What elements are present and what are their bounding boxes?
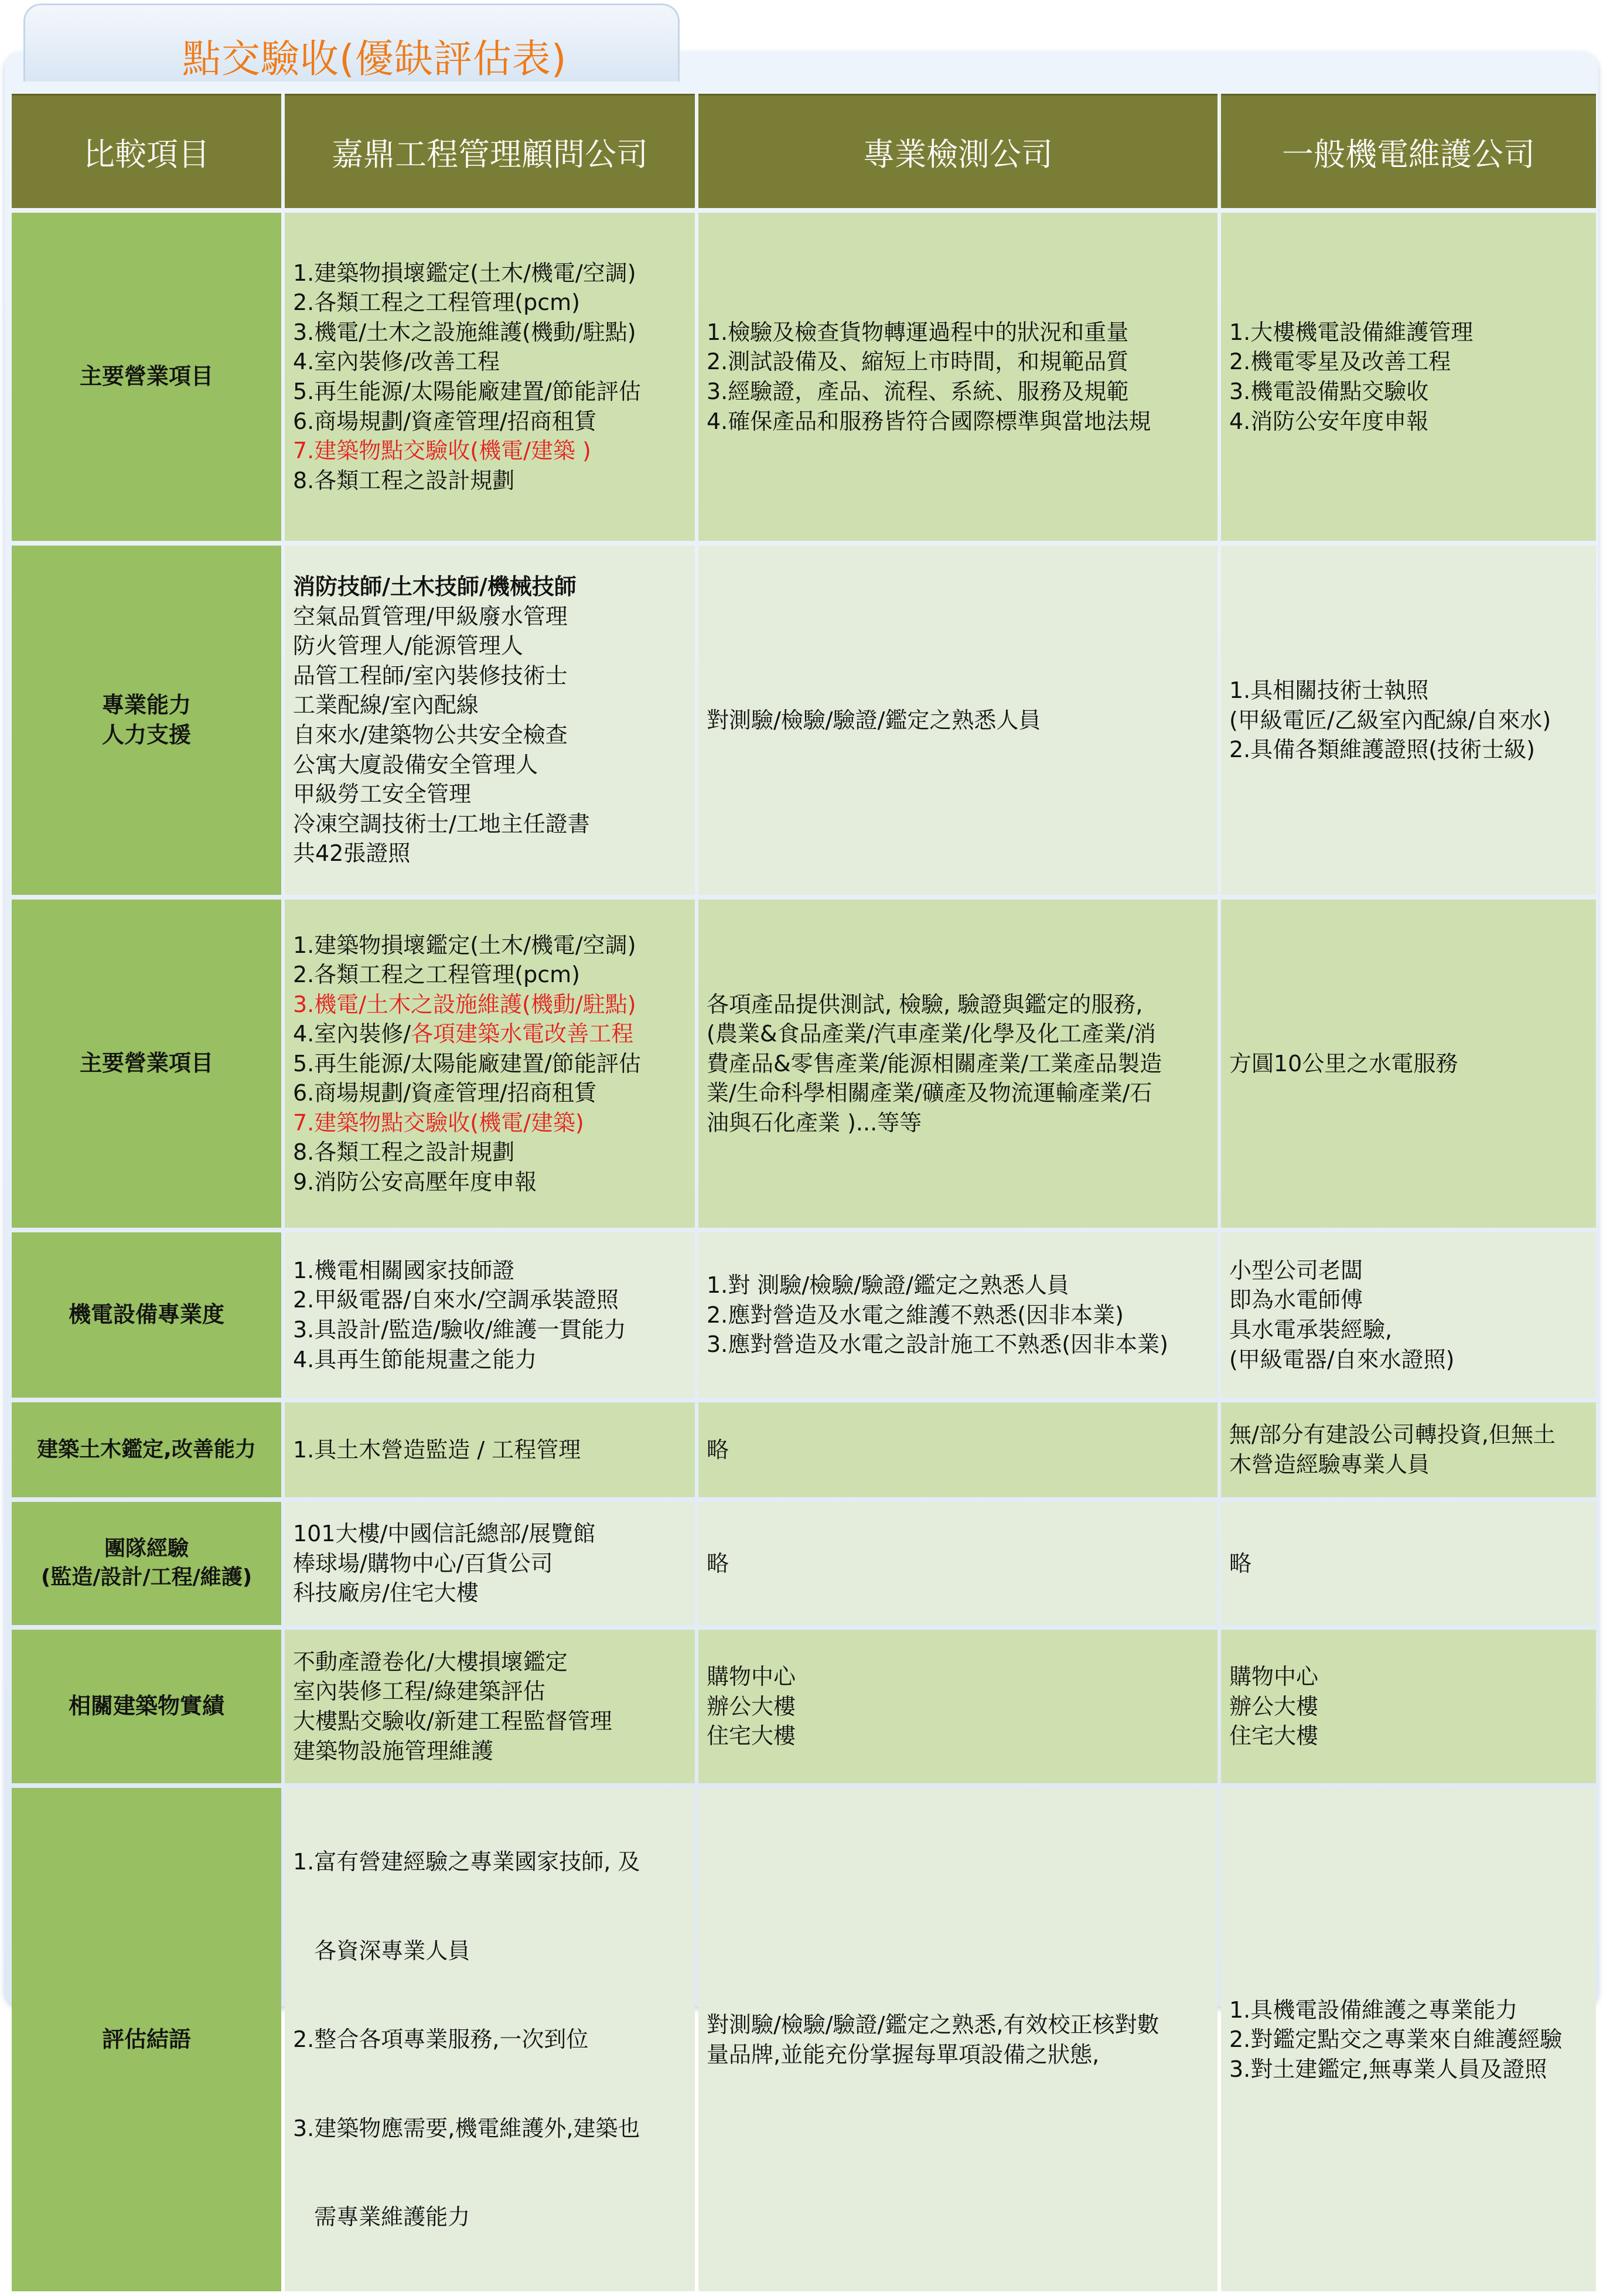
cell-maintenance: 方圓10公里之水電服務 [1221, 900, 1596, 1228]
cell-maintenance: 小型公司老闆 即為水電師傅 具水電承裝經驗, (甲級電器/自來水證照) [1221, 1232, 1596, 1398]
table-row [12, 1788, 1596, 2291]
table-row [12, 1402, 1596, 1497]
highlight-text: 3.機電/土木之設施維護(機動/駐點) [293, 991, 636, 1017]
cell-jiading: 1.建築物損壞鑑定(土木/機電/空調) 2.各類工程之工程管理(pcm) 3.機電/土木之設施維護(機動/駐點) 4.室內裝修/各項建築水電改善工程 5.再生能源/太陽能廠建置/節能評估 6.商場規劃/資產管理/招商租賃 7.建築物點交驗收(機電/建築) 8.各類工程之設計規劃 9.消防公安高壓年度申報 [285, 900, 695, 1228]
cell-jiading: 101大樓/中國信託總部/展覽館 棒球場/購物中心/百貨公司 科技廠房/住宅大樓 [285, 1502, 695, 1625]
row-label: 評估結語 [12, 1788, 281, 2291]
cell-maintenance: 1.具相關技術士執照 (甲級電匠/乙級室內配線/自來水) 2.具備各類維護證照(技術士級) [1221, 546, 1596, 895]
cell-maintenance: 略 [1221, 1502, 1596, 1625]
page-title: 點交驗收(優缺評估表) [182, 36, 567, 81]
cell-testing: 1.檢驗及檢查貨物轉運過程中的狀況和重量 2.測試設備及、縮短上市時間，和規範品質 3.經驗證，產品、流程、系統、服務及規範 4.確保產品和服務皆符合國際標準與當地法規 [698, 213, 1217, 541]
cell-jiading: 不動產證卷化/大樓損壞鑑定 室內裝修工程/綠建築評估 大樓點交驗收/新建工程監督管理 建築物設施管理維護 [285, 1630, 695, 1783]
cell-jiading: 1.機電相關國家技師證 2.甲級電器/自來水/空調承裝證照 3.具設計/監造/驗收/維護一貫能力 4.具再生節能規畫之能力 [285, 1232, 695, 1398]
cell-maintenance: 購物中心 辦公大樓 住宅大樓 [1221, 1630, 1596, 1783]
highlight-text: 各項建築水電改善工程 [411, 1021, 634, 1047]
header-maintenance-company: 一般機電維護公司 [1221, 94, 1596, 208]
header-compare-item: 比較項目 [12, 94, 281, 208]
cell-testing: 1.對 測驗/檢驗/驗證/鑑定之熟悉人員 2.應對營造及水電之維護不熟悉(因非本業) 3.應對營造及水電之設計施工不熟悉(因非本業) [698, 1232, 1217, 1398]
cell-maintenance: 無/部分有建設公司轉投資,但無土 木營造經驗專業人員 [1221, 1402, 1596, 1497]
comparison-table [8, 89, 1599, 2296]
cell-testing: 購物中心 辦公大樓 住宅大樓 [698, 1630, 1217, 1783]
row-label: 團隊經驗 (監造/設計/工程/維護) [12, 1502, 281, 1625]
row-label: 建築土木鑑定,改善能力 [12, 1402, 281, 1497]
cell-jiading: 1.具土木營造監造 / 工程管理 [285, 1402, 695, 1497]
cell-testing: 對測驗/檢驗/驗證/鑑定之熟悉,有效校正核對數 量品牌,並能充份掌握每單項設備之狀態, [698, 1788, 1217, 2291]
header-row [12, 94, 1596, 208]
cell-testing: 略 [698, 1502, 1217, 1625]
cell-jiading: 1.建築物損壞鑑定(土木/機電/空調) 2.各類工程之工程管理(pcm) 3.機電/土木之設施維護(機動/駐點) 4.室內裝修/改善工程 5.再生能源/太陽能廠建置/節能評估 6.商場規劃/資產管理/招商租賃 7.建築物點交驗收(機電/建築 ) 8.各類工程之設計規劃 [285, 213, 695, 541]
table-row [12, 1502, 1596, 1625]
row-label: 專業能力 人力支援 [12, 546, 281, 895]
table-row [12, 213, 1596, 541]
row-label: 主要營業項目 [12, 213, 281, 541]
cell-maintenance: 1.具機電設備維護之專業能力 2.對鑑定點交之專業來自維護經驗 3.對土建鑑定,無專業人員及證照 [1221, 1788, 1596, 2291]
table-row [12, 900, 1596, 1228]
highlight-text: 7.建築物點交驗收(機電/建築 ) [293, 438, 591, 464]
row-label: 主要營業項目 [12, 900, 281, 1228]
cell-testing: 各項產品提供測試, 檢驗, 驗證與鑑定的服務, (農業&食品產業/汽車產業/化學及化工產業/消 費產品&零售產業/能源相關產業/工業產品製造 業/生命科學相關產業/礦產及物流運輸產業/石 油與石化產業 )...等等 [698, 900, 1217, 1228]
cell-jiading: 1.富有營建經驗之專業國家技師, 及 各資深專業人員 2.整合各項專業服務,一次到位 3.建築物應需要,機電維護外,建築也 需專業維護能力 [285, 1788, 695, 2291]
cell-maintenance: 1.大樓機電設備維護管理 2.機電零星及改善工程 3.機電設備點交驗收 4.消防公安年度申報 [1221, 213, 1596, 541]
title-tab [23, 4, 680, 81]
cell-testing: 對測驗/檢驗/驗證/鑑定之熟悉人員 [698, 546, 1217, 895]
header-testing-company: 專業檢測公司 [698, 94, 1217, 208]
highlight-text: 7.建築物點交驗收(機電/建築) [293, 1109, 584, 1136]
table-row [12, 546, 1596, 895]
row-label: 機電設備專業度 [12, 1232, 281, 1398]
table-row [12, 1232, 1596, 1398]
table-row [12, 1630, 1596, 1783]
row-label: 相關建築物實績 [12, 1630, 281, 1783]
header-jiading: 嘉鼎工程管理顧問公司 [285, 94, 695, 208]
cell-jiading: 消防技師/土木技師/機械技師 空氣品質管理/甲級廢水管理 防火管理人/能源管理人 品管工程師/室內裝修技術士 工業配線/室內配線 自來水/建築物公共安全檢查 公寓大廈設備安全管理人 甲級勞工安全管理 冷凍空調技術士/工地主任證書 共42張證照 [285, 546, 695, 895]
cell-testing: 略 [698, 1402, 1217, 1497]
